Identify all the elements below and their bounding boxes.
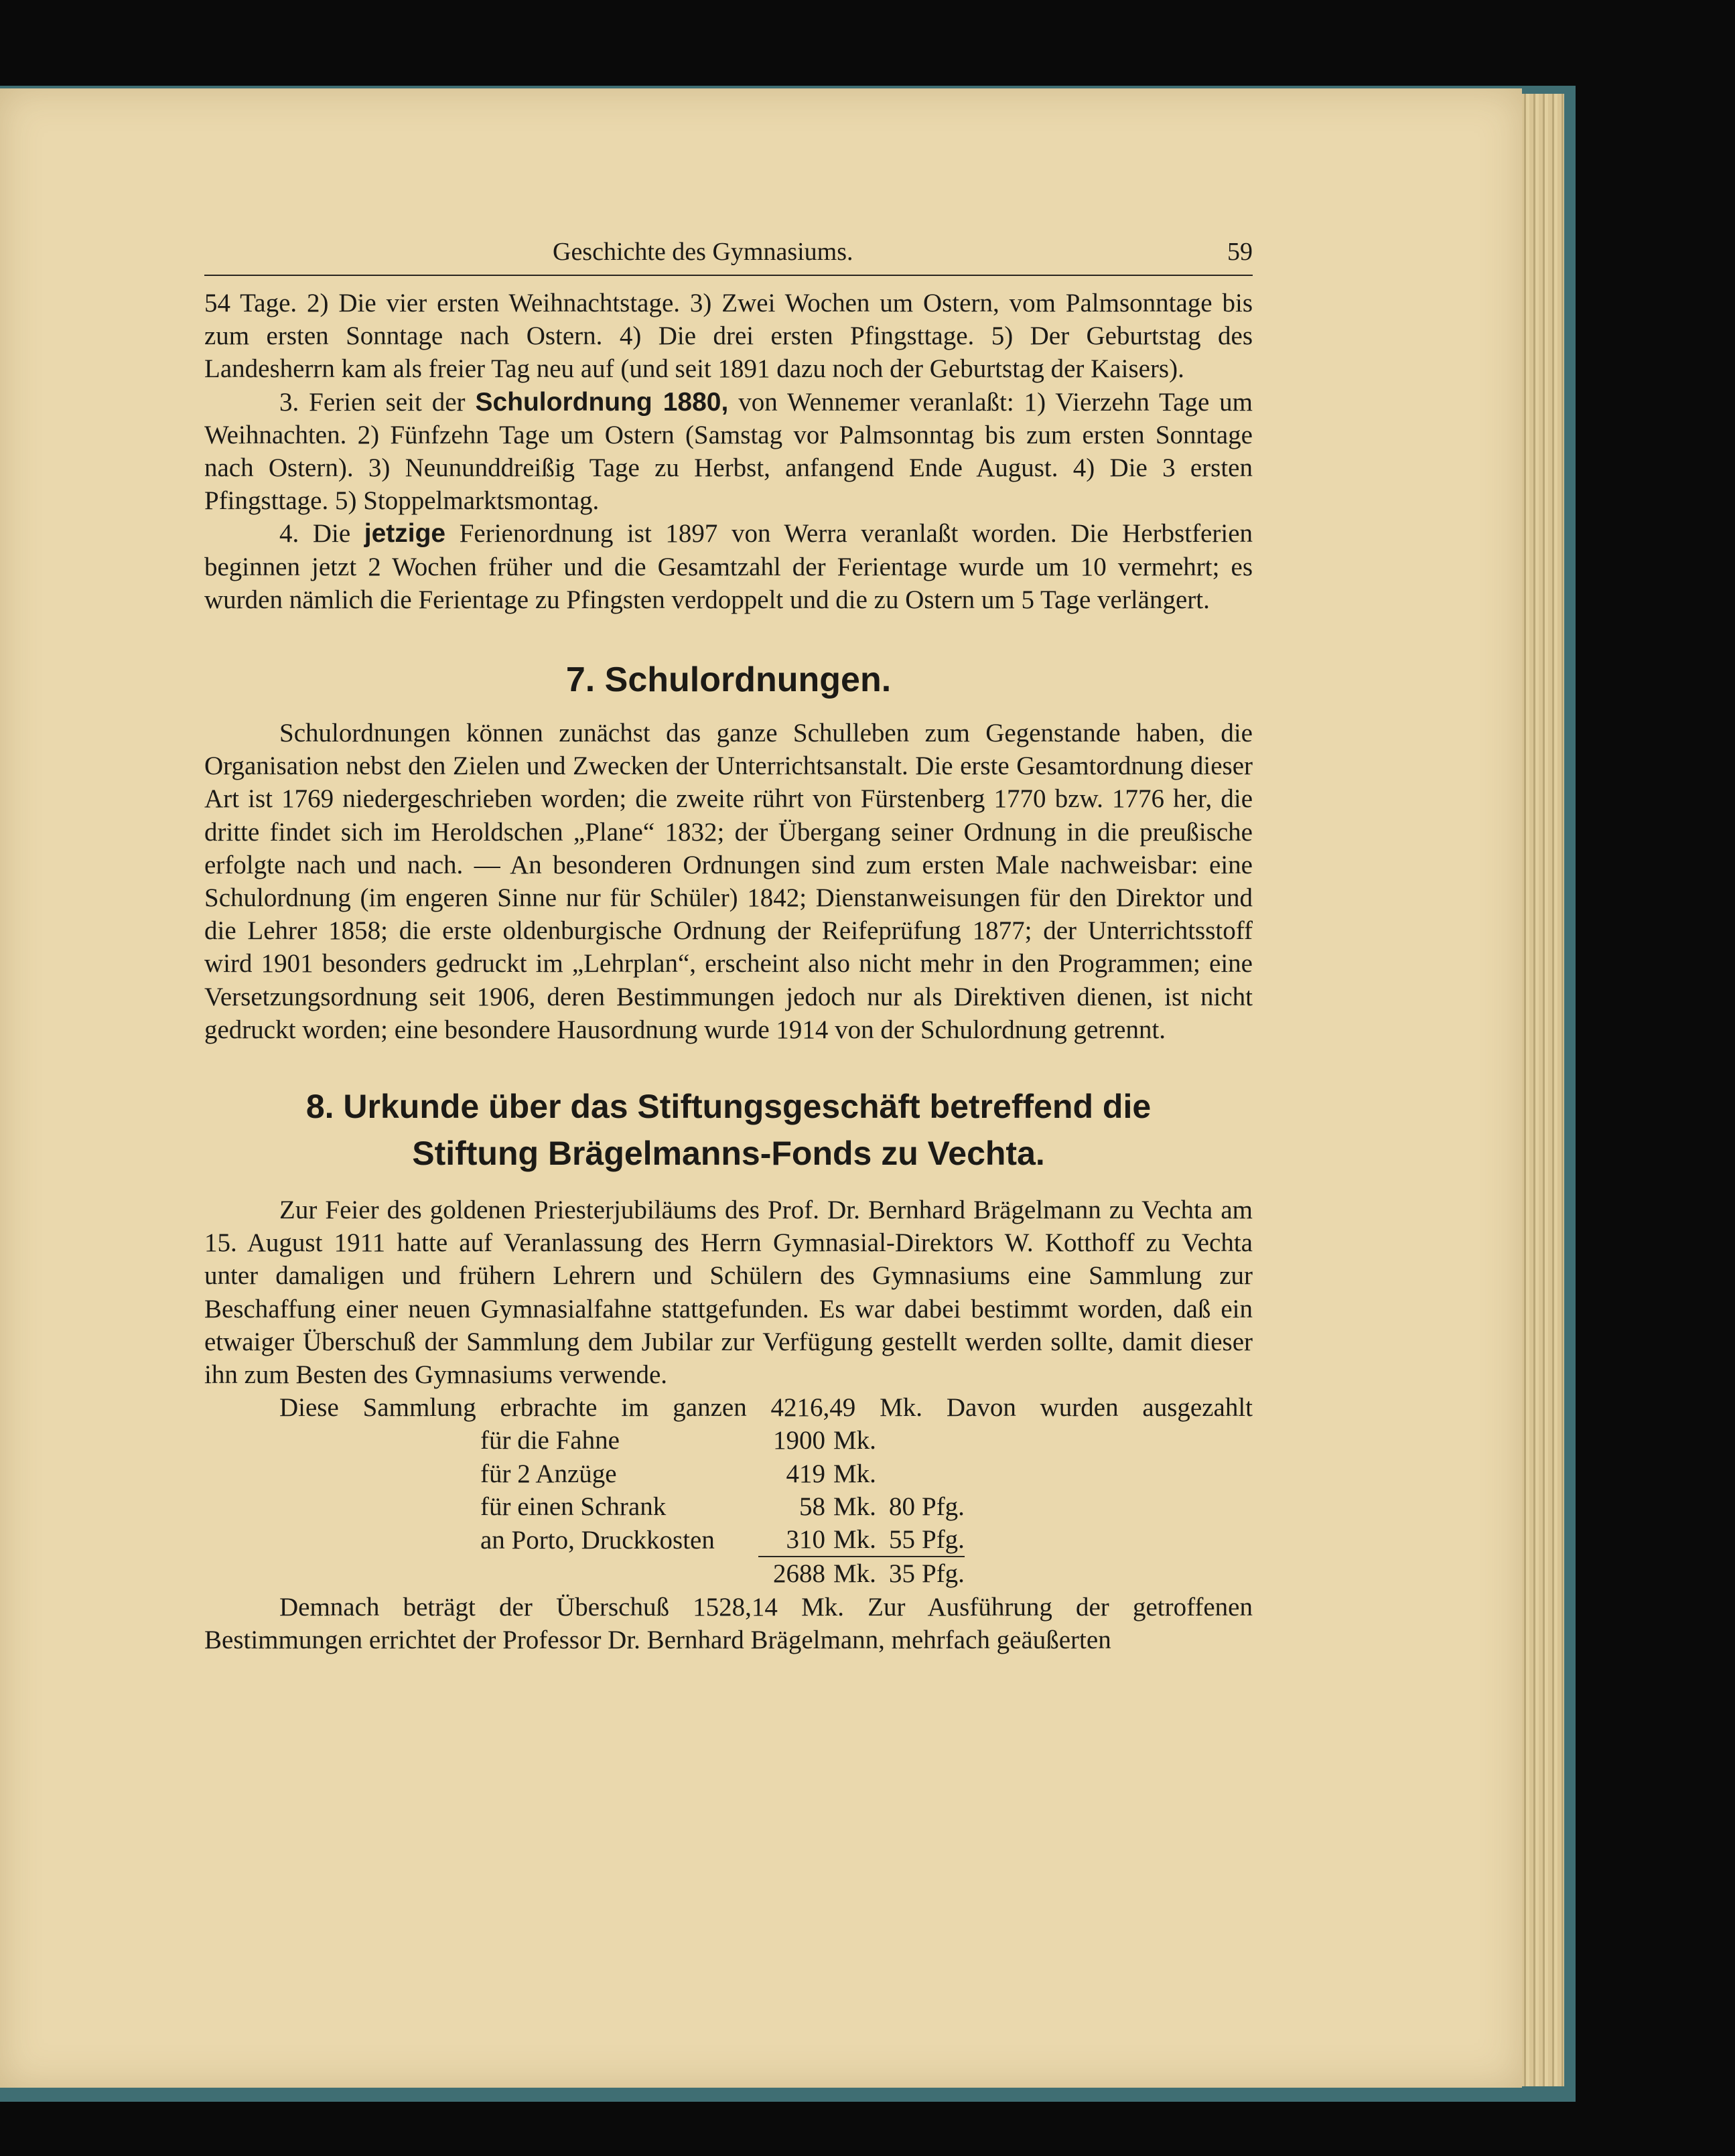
heading-line-1: 8. Urkunde über das Stiftungsgeschäft betreffend die [305,1088,1152,1126]
emphasis-jetzige: jetzige [364,519,446,549]
account-total-pf-unit: Pfg. [922,1557,965,1590]
account-pf-unit: Pfg. [922,1525,965,1555]
paragraph-stiftung: Zur Feier des goldenen Priesterjubiläums des Prof. Dr. Bernhard Brägelmann zu Vechta am 15. August 1911 hatte auf Veranlassung des Herrn Gymnasial-Direktors W. Kotthoff zu Vechta unter damaligen und frühern Lehrern und Schülern des Gymnasiums eine Sammlung zur Beschaffung einer neuen Gymnasialfahne stattgefunden. Es war dabei bestimmt worden, daß ein etwaiger Überschuß der Sammlung dem Jubilar zur Verfügung gestellt werden sollte, damit dieser ihn zum Besten des Gymnasiums verwende. [204,1196,1253,1390]
text-fragment: von Wennemer veranlaßt: 1) Vierzehn Tage um Weihnachten. 2) Fünfzehn Tage um Ostern (Samstag vor Palmsonntag bis zum ersten Sonntage nach Ostern). 3) Neununddreißig Tage zu Herbst, anfangend Ende August. 4) Die 3 ersten Pfingsttage. 5) Stoppelmarktsmontag. [204,387,1253,516]
account-label: für 2 Anzüge [480,1459,617,1488]
page-number: 59 [1227,238,1253,266]
running-title: Geschichte des Gymnasiums. [553,238,853,266]
heading-line-2: Stiftung Brägelmanns-Fonds zu Vechta. [412,1135,1045,1173]
emphasis-schulordnung: Schulordnung 1880, [475,387,729,417]
text-fragment: 4. Die [279,519,351,549]
account-label: für einen Schrank [480,1492,667,1521]
section-heading-8 [204,1083,1253,1177]
account-label: für die Fahne [480,1426,620,1455]
account-pf-unit [922,1457,965,1490]
account-pf-unit [922,1424,965,1457]
account-mk-unit: Mk. [833,1492,876,1521]
account-total-pf: 35 [880,1557,922,1590]
account-mk: 1900 [773,1426,825,1455]
paragraph-schulordnungen: Schulordnungen können zunächst das ganze Schulleben zum Gegenstande haben, die Organisation nebst den Zielen und Zwecken der Unterrichtsanstalt. Die erste Gesamtordnung dieser Art ist 1769 niedergeschrieben worden; die zweite rührt von Fürstenberg 1770 bzw. 1776 her, die dritte findet sich im Heroldschen „Plane“ 1832; der Übergang seiner Ordnung in die preußische erfolgte nach und nach. — An besonderen Ordnungen sind zum ersten Male nachweisbar: eine Schulordnung (im engeren Sinne nur für Schüler) 1842; Dienstanweisungen für den Direktor und die Lehrer 1858; die erste oldenburgische Ordnung der Reifeprüfung 1877; der Unterrichtsstoff wird 1901 besonders gedruckt im „Lehrplan“, erscheint also nicht mehr in den Programmen; eine Versetzungsordnung seit 1906, deren Bestimmungen jedoch nur als Direktiven dienen, ist nicht gedruckt worden; eine besondere Hausordnung wurde 1914 von der Schulordnung getrennt. [204,719,1253,1044]
account-total-mk-unit: Mk. [833,1557,880,1590]
account-pf: 55 [889,1525,915,1555]
account-total-row [480,1557,965,1590]
account-pf: 80 [889,1492,915,1521]
section-heading-7: 7. Schulordnungen. [565,660,892,700]
account-label: an Porto, Druckkosten [480,1525,715,1555]
account-intro-amount: 4216,49 Mk. [770,1393,923,1423]
account-mk-unit: Mk. [833,1459,876,1488]
account-pf [880,1457,922,1490]
account-total-mk: 2688 [758,1557,833,1590]
account-mk-unit: Mk. [833,1525,876,1555]
account-mk: 419 [786,1459,825,1488]
running-header [204,234,1253,272]
account-row [480,1457,965,1490]
paragraph-vacation-list: 54 Tage. 2) Die vier ersten Weihnachtstage. 3) Zwei Wochen um Ostern, vom Palmsonntage bis zum ersten Sonntage nach Ostern. 4) Die drei ersten Pfingsttage. 5) Der Geburtstag des Landesherrn kam als freier Tag neu auf (und seit 1891 dazu noch der Geburtstag der Kaisers). [204,289,1253,384]
account-mk: 58 [799,1492,825,1521]
paragraph-ferien-1897 [204,517,1253,616]
account-row [480,1490,965,1523]
paragraph-ferien-1880 [204,386,1253,518]
account-intro-label: Diese Sammlung erbrachte im ganzen [279,1393,747,1423]
account-mk-unit: Mk. [833,1426,876,1455]
text-fragment: 3. Ferien seit der [279,387,466,417]
text-fragment: Ferienordnung ist 1897 von Werra veranlaßt worden. Die Herbstferien beginnen jetzt 2 Wochen früher und die Gesamtzahl der Ferientage wurde um 10 vermehrt; es wurden nämlich die Ferientage zu Pfingsten verdoppelt und die zu Ostern um 5 Tage verlängert. [204,519,1253,614]
paragraph-ueberschuss: Demnach beträgt der Überschuß 1528,14 Mk. Zur Ausführung der getroffenen Bestimmungen errichtet der Professor Dr. Bernhard Brägelmann, mehrfach geäußerten [204,1592,1253,1654]
header-rule [204,275,1253,276]
account-table [480,1424,965,1590]
account-pf-unit: Pfg. [922,1492,965,1521]
account-pf [880,1424,922,1457]
account-total-spacer [480,1557,758,1590]
account-row [480,1523,965,1557]
account-intro-line [204,1391,1253,1424]
page-content [204,234,1253,1656]
account-mk: 310 [786,1525,825,1555]
account-row [480,1424,965,1457]
account-intro-tail: Davon wurden ausgezahlt [946,1393,1253,1423]
